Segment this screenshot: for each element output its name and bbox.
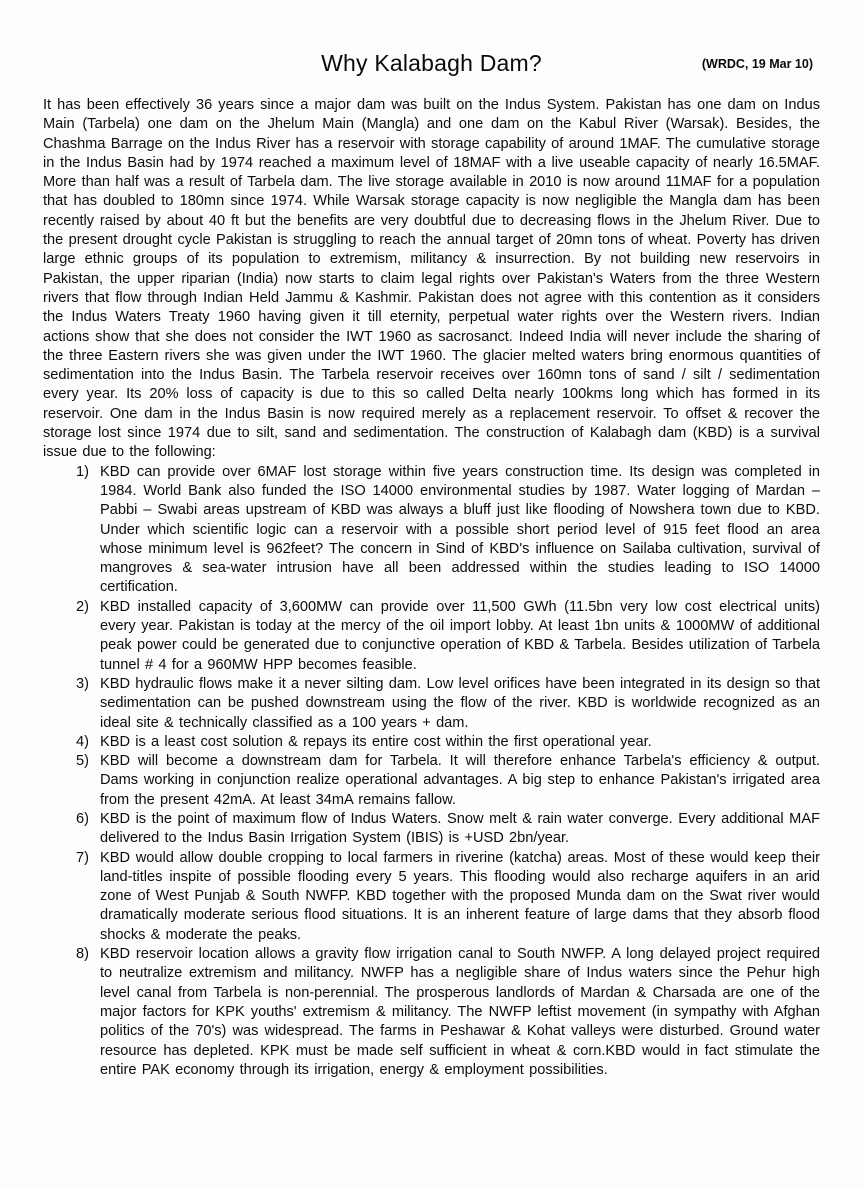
list-item-text: KBD would allow double cropping to local farmers in riverine (katcha) areas. Most of these would keep their land-titles inspite of possible flooding every 5 years. This flooding would also recharge aquifers in an arid zone of West Punjab & South NWFP. KBD together with the proposed Munda dam on the Swat river would dramatically moderate serious flood situations. It is an inherent feature of large dams that they absorb flood shocks & moderate the peaks. — [100, 849, 820, 943]
list-item-2 — [43, 598, 820, 675]
source-date-annotation: (WRDC, 19 Mar 10) — [701, 57, 813, 71]
list-item-text: KBD is a least cost solution & repays its entire cost within the first operational year. — [100, 733, 652, 750]
list-item-text: KBD installed capacity of 3,600MW can provide over 11,500 GWh (11.5bn very low cost electrical units) every year. Pakistan is today at the mercy of the oil import lobby. At least 1bn units & 1000MW of additional peak power could be generated due to conjunctive operation of KBD & Tarbela. Besides utilization of Tarbela tunnel # 4 for a 960MW HPP becomes feasible. — [100, 598, 820, 673]
list-item-text: KBD reservoir location allows a gravity flow irrigation canal to South NWFP. A long delayed project required to neutralize extremism and militancy. NWFP has a negligible share of Indus waters since the Pehur high level canal from Tarbela is non-perennial. The prosperous landlords of Mardan & Charsada are one of the major factors for KPK youths' extremism & militancy. The NWFP leftist movement (in sympathy with Afghan politics of the 70's) was widespread. The farms in Peshawar & Kohat valleys were disturbed. Ground water resource has depleted. KPK must be made self sufficient in wheat & corn.KBD would in fact stimulate the entire PAK economy through its irrigation, energy & employment possibilities. — [100, 946, 820, 1078]
intro-paragraph: It has been effectively 36 years since a major dam was built on the Indus System. Pakistan has one dam on Indus Main (Tarbela) one dam on the Jhelum Main (Mangla) and one dam on the Kabul River (Warsak). Besides, the Chashma Barrage on the Indus River has a reservoir with storage capability of around 1MAF. The cumulative storage in the Indus Basin had by 1974 reached a maximum level of 18MAF with a live useable capacity of nearly 16.5MAF. More than half was a result of Tarbela dam. The live storage available in 2010 is now around 11MAF for a population that has doubled to 180mn since 1974. While Warsak storage capacity is now negligible the Mangla dam has been recently raised by about 40 ft but the benefits are very doubtful due to decreasing flows in the Jhelum River. Due to the present drought cycle Pakistan is struggling to reach the annual target of 20mn tons of wheat. Poverty has driven large ethnic groups of its population to extremism, militancy & insurrection. By not building new reservoirs in Pakistan, the upper riparian (India) now starts to claim legal rights over Pakistan's Waters from the three Western rivers that flow through Indian Held Jammu & Kashmir. Pakistan does not agree with this contention as it considers the Indus Waters Treaty 1960 having given it till eternity, perpetual water rights over the Western rivers. Indian actions show that she does not consider the IWT 1960 as sacrosanct. Indeed India will never include the sharing of the three Eastern rivers she was given under the IWT 1960. The glacier melted waters bring enormous quantities of sedimentation into the Indus Basin. The Tarbela reservoir receives over 160mn tons of sand / silt / sedimentation every year. Its 20% loss of capacity is due to this so called Delta nearly 100kms long which has formed in its reservoir. One dam in the Indus Basin is now required merely as a replacement reservoir. To offset & recover the storage lost since 1974 due to silt, sand and sedimentation. The construction of Kalabagh dam (KBD) is a survival issue due to the following: — [43, 97, 820, 461]
list-item-text: KBD is the point of maximum flow of Indus Waters. Snow melt & rain water converge. Every additional MAF delivered to the Indus Basin Irrigation System (IBIS) is +USD 2bn/year. — [100, 810, 820, 847]
list-item-number: 3) — [76, 675, 89, 692]
list-item-number: 5) — [76, 753, 89, 770]
list-item-7 — [43, 849, 820, 945]
list-item-number: 2) — [76, 598, 89, 615]
list-item-4 — [43, 733, 820, 752]
numbered-list — [43, 463, 820, 1081]
list-item-text: KBD hydraulic flows make it a never silting dam. Low level orifices have been integrated in its design so that sedimentation can be pushed downstream using the flow of the river. KBD is worldwide recognized as an ideal site & technically classified as a 100 years + dam. — [100, 675, 820, 731]
page-title: Why Kalabagh Dam? — [321, 50, 542, 76]
document-header — [0, 0, 863, 80]
list-item-number: 7) — [76, 849, 89, 866]
list-item-1 — [43, 463, 820, 598]
list-item-number: 4) — [76, 733, 89, 750]
list-item-number: 6) — [76, 810, 89, 827]
list-item-3 — [43, 675, 820, 733]
list-item-number: 8) — [76, 946, 89, 963]
list-item-text: KBD can provide over 6MAF lost storage within five years construction time. Its design was completed in 1984. World Bank also funded the ISO 14000 environmental studies by 1987. Water logging of Mardan – Pabbi – Swabi areas upstream of KBD was always a bluff just like flooding of Nowshera town due to KBD. Under which scientific logic can a reservoir with a possible short period level of 915 feet flood an area whose minimum level is 962feet? The concern in Sind of KBD's influence on Sailaba cultivation, survival of mangroves & sea-water intrusion have all been addressed within the studies leading to ISO 14000 certification. — [100, 463, 820, 596]
list-item-text: KBD will become a downstream dam for Tarbela. It will therefore enhance Tarbela's efficiency & output. Dams working in conjunction realize operational advantages. A big step to enhance Pakistan's irrigated area from the present 42mA. At least 34mA remains fallow. — [100, 753, 820, 808]
list-item-number: 1) — [76, 463, 89, 480]
list-item-6 — [43, 810, 820, 849]
list-item-8 — [43, 945, 820, 1080]
list-item-5 — [43, 752, 820, 810]
